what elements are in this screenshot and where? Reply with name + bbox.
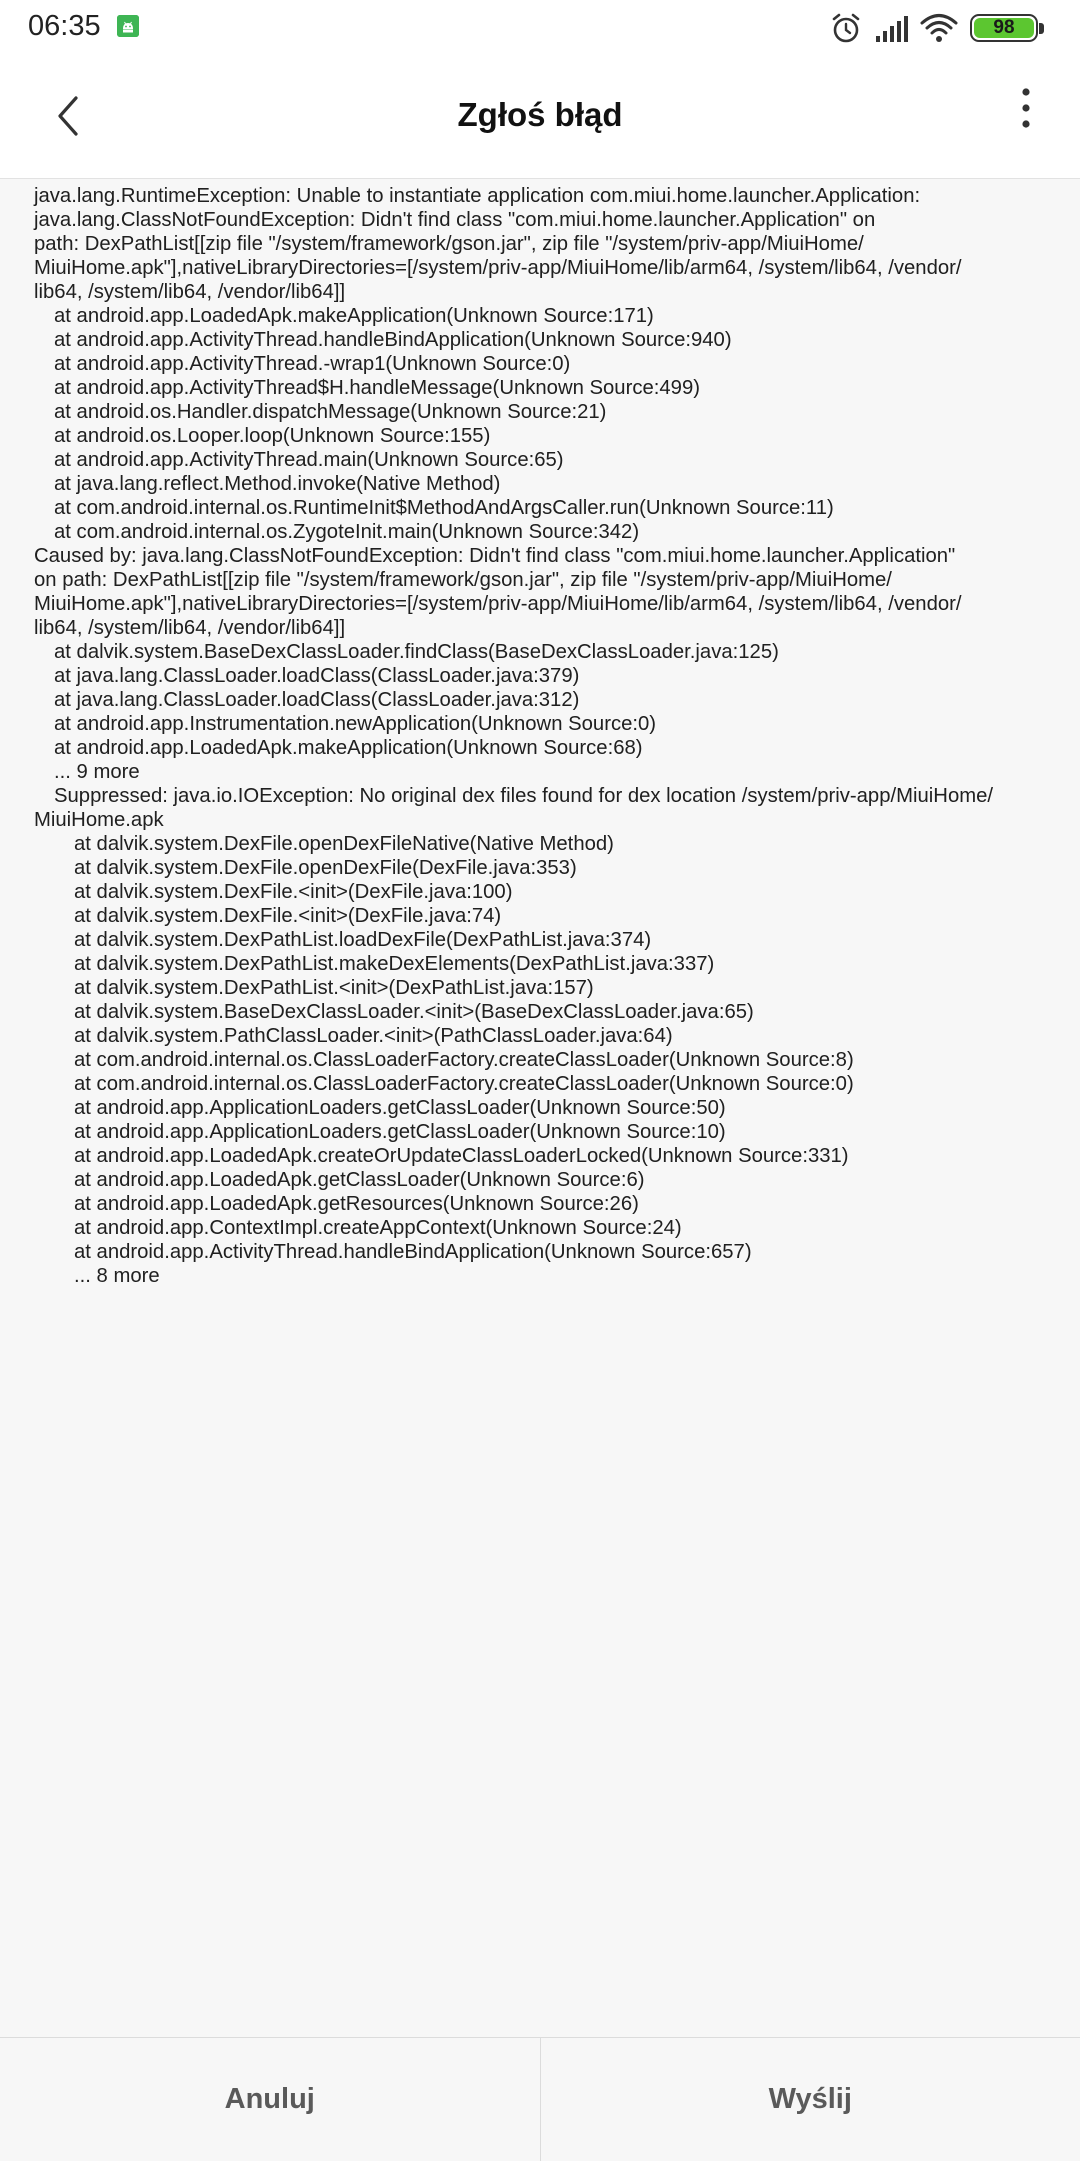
- android-notification-icon: [117, 15, 139, 37]
- log-line: at dalvik.system.DexPathList.makeDexElements(DexPathList.java:337): [34, 952, 1054, 976]
- status-icons: [810, 10, 1050, 46]
- log-line: at com.android.internal.os.ClassLoaderFactory.createClassLoader(Unknown Source:8): [34, 1048, 1054, 1072]
- battery-level: 98: [974, 18, 1034, 38]
- log-line: at com.android.internal.os.ZygoteInit.main(Unknown Source:342): [34, 520, 1054, 544]
- send-button[interactable]: Wyślij: [541, 2038, 1080, 2161]
- log-line: at android.app.ActivityThread.main(Unknown Source:65): [34, 448, 1054, 472]
- log-line: on path: DexPathList[[zip file "/system/framework/gson.jar", zip file "/system/priv-app/MiuiHome/: [34, 568, 1054, 592]
- log-line: at java.lang.reflect.Method.invoke(Native Method): [34, 472, 1054, 496]
- log-line: at android.app.LoadedApk.createOrUpdateClassLoaderLocked(Unknown Source:331): [34, 1144, 1054, 1168]
- more-options-button[interactable]: [1002, 82, 1050, 138]
- log-line: at android.app.ActivityThread.-wrap1(Unknown Source:0): [34, 352, 1054, 376]
- log-line: at android.app.LoadedApk.makeApplication(Unknown Source:171): [34, 304, 1054, 328]
- log-line: at dalvik.system.BaseDexClassLoader.<init>(BaseDexClassLoader.java:65): [34, 1000, 1054, 1024]
- log-line: at android.os.Handler.dispatchMessage(Unknown Source:21): [34, 400, 1054, 424]
- alarm-clock-icon: [828, 10, 864, 46]
- status-time: 06:35: [28, 10, 101, 43]
- log-line: at android.app.LoadedApk.getResources(Unknown Source:26): [34, 1192, 1054, 1216]
- log-line: lib64, /system/lib64, /vendor/lib64]]: [34, 280, 1054, 304]
- log-line: at dalvik.system.DexFile.<init>(DexFile.java:74): [34, 904, 1054, 928]
- log-line: MiuiHome.apk"],nativeLibraryDirectories=[/system/priv-app/MiuiHome/lib/arm64, /system/lib64, /vendor/: [34, 592, 1054, 616]
- log-line: at android.app.ApplicationLoaders.getClassLoader(Unknown Source:10): [34, 1120, 1054, 1144]
- cancel-button[interactable]: Anuluj: [0, 2038, 540, 2161]
- more-vertical-icon: [1002, 82, 1050, 138]
- log-line: Caused by: java.lang.ClassNotFoundException: Didn't find class "com.miui.home.launcher.Application": [34, 544, 1054, 568]
- signal-bars-icon: [874, 14, 910, 44]
- log-line: at dalvik.system.DexPathList.<init>(DexPathList.java:157): [34, 976, 1054, 1000]
- page-title: Zgłoś błąd: [0, 96, 1080, 134]
- log-line: at dalvik.system.PathClassLoader.<init>(PathClassLoader.java:64): [34, 1024, 1054, 1048]
- log-line: at android.app.ActivityThread.handleBindApplication(Unknown Source:657): [34, 1240, 1054, 1264]
- log-line: at java.lang.ClassLoader.loadClass(ClassLoader.java:312): [34, 688, 1054, 712]
- log-line: at java.lang.ClassLoader.loadClass(ClassLoader.java:379): [34, 664, 1054, 688]
- log-line: at com.android.internal.os.ClassLoaderFactory.createClassLoader(Unknown Source:0): [34, 1072, 1054, 1096]
- log-line: at dalvik.system.DexFile.<init>(DexFile.java:100): [34, 880, 1054, 904]
- error-log: [34, 184, 1054, 1288]
- log-line: java.lang.ClassNotFoundException: Didn't find class "com.miui.home.launcher.Application" on: [34, 208, 1054, 232]
- log-line: at dalvik.system.BaseDexClassLoader.findClass(BaseDexClassLoader.java:125): [34, 640, 1054, 664]
- log-line: at android.app.ApplicationLoaders.getClassLoader(Unknown Source:50): [34, 1096, 1054, 1120]
- bottom-action-bar: [0, 2037, 1080, 2161]
- log-line: at com.android.internal.os.RuntimeInit$MethodAndArgsCaller.run(Unknown Source:11): [34, 496, 1054, 520]
- log-line: at dalvik.system.DexFile.openDexFile(DexFile.java:353): [34, 856, 1054, 880]
- log-line: at dalvik.system.DexPathList.loadDexFile(DexPathList.java:374): [34, 928, 1054, 952]
- log-line: at android.app.LoadedApk.makeApplication(Unknown Source:68): [34, 736, 1054, 760]
- log-line: MiuiHome.apk"],nativeLibraryDirectories=[/system/priv-app/MiuiHome/lib/arm64, /system/lib64, /vendor/: [34, 256, 1054, 280]
- log-line: Suppressed: java.io.IOException: No original dex files found for dex location /system/priv-app/MiuiHome/: [34, 784, 1054, 808]
- wifi-icon: [920, 12, 958, 44]
- log-line: java.lang.RuntimeException: Unable to instantiate application com.miui.home.launcher.Application:: [34, 184, 1054, 208]
- log-line: ... 9 more: [34, 760, 1054, 784]
- log-line: ... 8 more: [34, 1264, 1054, 1288]
- app-header: [0, 56, 1080, 179]
- log-line: path: DexPathList[[zip file "/system/framework/gson.jar", zip file "/system/priv-app/MiuiHome/: [34, 232, 1054, 256]
- log-line: at android.app.LoadedApk.getClassLoader(Unknown Source:6): [34, 1168, 1054, 1192]
- log-line: at dalvik.system.DexFile.openDexFileNative(Native Method): [34, 832, 1054, 856]
- log-line: at android.app.ActivityThread.handleBindApplication(Unknown Source:940): [34, 328, 1054, 352]
- log-line: at android.app.ContextImpl.createAppContext(Unknown Source:24): [34, 1216, 1054, 1240]
- battery-indicator: [970, 14, 1050, 46]
- log-line: at android.os.Looper.loop(Unknown Source:155): [34, 424, 1054, 448]
- log-line: MiuiHome.apk: [34, 808, 1054, 832]
- status-bar: [0, 0, 1080, 56]
- log-line: at android.app.Instrumentation.newApplication(Unknown Source:0): [34, 712, 1054, 736]
- log-line: at android.app.ActivityThread$H.handleMessage(Unknown Source:499): [34, 376, 1054, 400]
- log-line: lib64, /system/lib64, /vendor/lib64]]: [34, 616, 1054, 640]
